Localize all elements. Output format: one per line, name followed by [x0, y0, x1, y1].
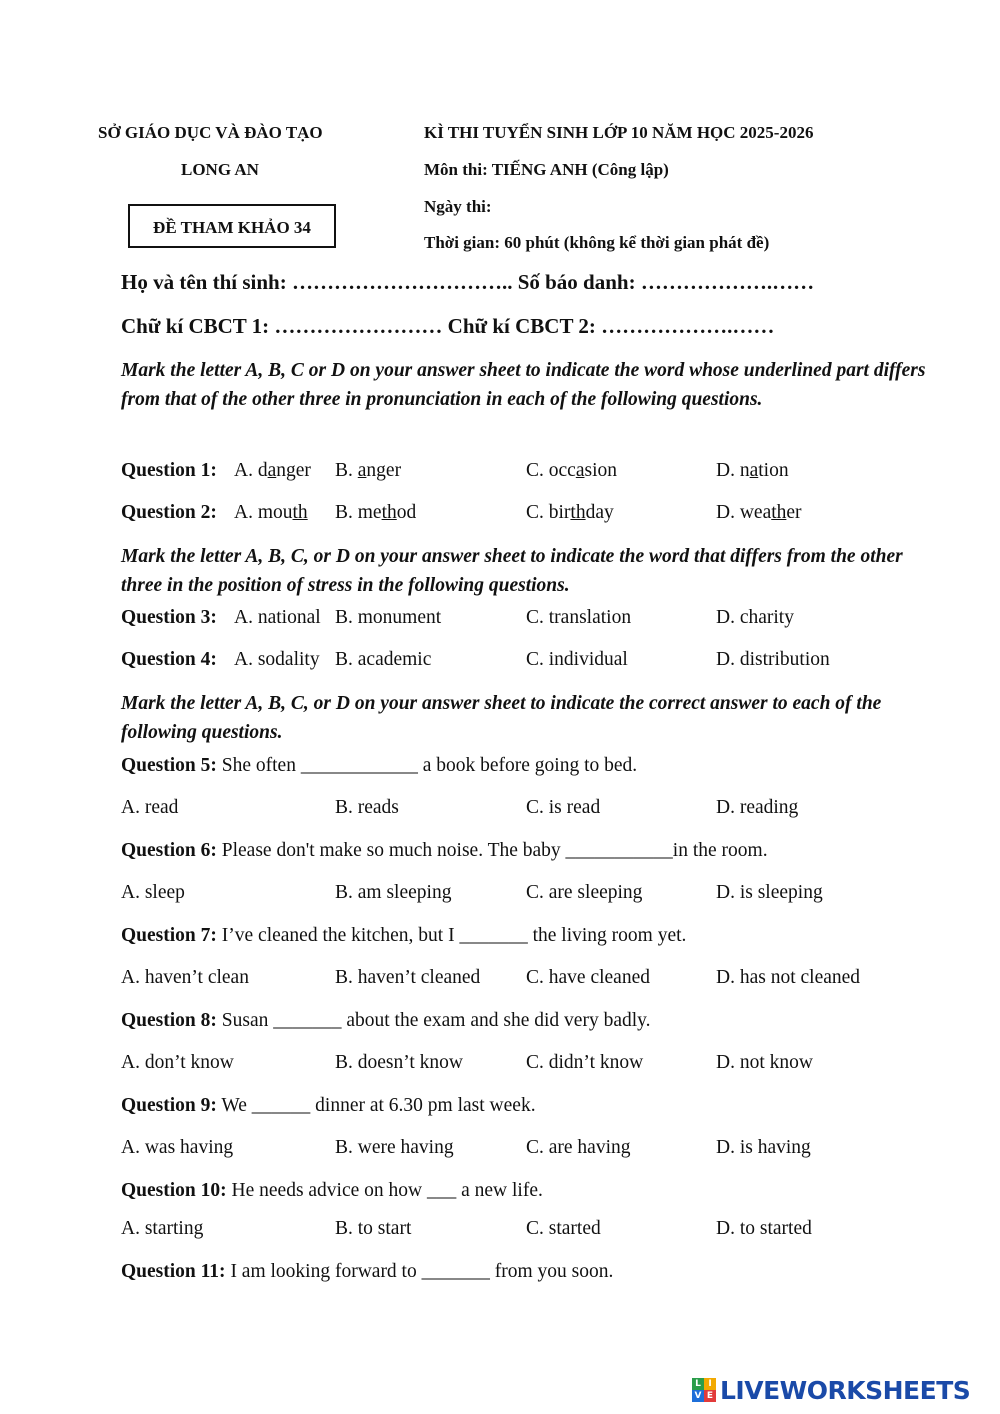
q7-option-a[interactable]: A. haven’t clean — [121, 967, 249, 988]
province-name: LONG AN — [181, 160, 259, 179]
q8-option-a[interactable]: A. don’t know — [121, 1052, 234, 1073]
q6-option-d[interactable]: D. is sleeping — [716, 882, 823, 903]
liveworksheets-grid-icon — [692, 1378, 716, 1402]
q5-option-b[interactable]: B. reads — [335, 797, 399, 818]
q2-option-a[interactable]: A. mouth — [234, 502, 308, 523]
q10-option-b[interactable]: B. to start — [335, 1218, 412, 1239]
q10-option-c[interactable]: C. started — [526, 1218, 601, 1239]
q3-option-b[interactable]: B. monument — [335, 607, 442, 628]
q4-option-a[interactable]: A. sodality — [234, 649, 320, 670]
question-7: Question 7: I’ve cleaned the kitchen, but I _______ the living room yet. — [121, 925, 687, 946]
q9-option-a[interactable]: A. was having — [121, 1137, 234, 1158]
logo-tile-i: I — [704, 1378, 716, 1390]
liveworksheets-logo[interactable] — [692, 1375, 970, 1405]
q8-option-b[interactable]: B. doesn’t know — [335, 1052, 464, 1073]
logo-tile-l: L — [692, 1378, 704, 1390]
exam-duration: Thời gian: 60 phút (không kể thời gian phát đề) — [424, 233, 770, 252]
q1-option-a[interactable]: A. danger — [234, 460, 311, 481]
logo-tile-v: V — [692, 1390, 704, 1402]
question-9: Question 9: We ______ dinner at 6.30 pm last week. — [121, 1095, 536, 1116]
q5-option-a[interactable]: A. read — [121, 797, 179, 818]
q4-option-b[interactable]: B. academic — [335, 649, 432, 670]
q6-option-b[interactable]: B. am sleeping — [335, 882, 452, 903]
q9-option-c[interactable]: C. are having — [526, 1137, 631, 1158]
q5-option-c[interactable]: C. is read — [526, 797, 601, 818]
exam-title: KÌ THI TUYỂN SINH LỚP 10 NĂM HỌC 2025-2026 — [424, 123, 814, 142]
liveworksheets-wordmark: LIVEWORKSHEETS — [720, 1375, 971, 1405]
q3-option-a[interactable]: A. national — [234, 607, 321, 628]
q7-option-d[interactable]: D. has not cleaned — [716, 967, 861, 988]
q2-option-b[interactable]: B. method — [335, 502, 417, 523]
question-10: Question 10: He needs advice on how ___ a new life. — [121, 1180, 543, 1201]
q7-option-b[interactable]: B. haven’t cleaned — [335, 967, 481, 988]
logo-tile-e: E — [704, 1390, 716, 1402]
question-1-label: Question 1: — [121, 460, 217, 481]
department-name: SỞ GIÁO DỤC VÀ ĐÀO TẠO — [98, 123, 323, 142]
q10-option-a[interactable]: A. starting — [121, 1218, 204, 1239]
proctor-signature-line: Chữ kí CBCT 1: …………………… Chữ kí CBCT 2: ……………….…… — [121, 314, 775, 338]
q8-option-c[interactable]: C. didn’t know — [526, 1052, 644, 1073]
q2-option-c[interactable]: C. birthday — [526, 502, 614, 523]
exam-date-label: Ngày thi: — [424, 197, 492, 216]
question-3-label: Question 3: — [121, 607, 217, 628]
q6-option-c[interactable]: C. are sleeping — [526, 882, 643, 903]
q9-option-d[interactable]: D. is having — [716, 1137, 811, 1158]
q3-option-c[interactable]: C. translation — [526, 607, 632, 628]
question-5: Question 5: She often ____________ a book before going to bed. — [121, 755, 638, 776]
exam-code-label: ĐỀ THAM KHẢO 34 — [153, 218, 311, 237]
q1-option-c[interactable]: C. occasion — [526, 460, 617, 481]
question-6: Question 6: Please don't make so much noise. The baby ___________in the room. — [121, 840, 768, 861]
instruction-pronunciation: Mark the letter A, B, C or D on your answer sheet to indicate the word whose underlined part differs from that of the other three in pronunciation in each of the following questions. — [121, 360, 926, 410]
q2-option-d[interactable]: D. weather — [716, 502, 802, 523]
question-4-label: Question 4: — [121, 649, 217, 670]
question-8: Question 8: Susan _______ about the exam and she did very badly. — [121, 1010, 651, 1031]
exam-subject: Môn thi: TIẾNG ANH (Công lập) — [424, 160, 669, 179]
q3-option-d[interactable]: D. charity — [716, 607, 794, 628]
q8-option-d[interactable]: D. not know — [716, 1052, 813, 1073]
q5-option-d[interactable]: D. reading — [716, 797, 799, 818]
instruction-stress: Mark the letter A, B, C, or D on your answer sheet to indicate the word that differs from the other three in the position of stress in the following questions. — [121, 546, 903, 596]
question-11: Question 11: I am looking forward to _______ from you soon. — [121, 1261, 614, 1282]
instruction-correct-answer: Mark the letter A, B, C, or D on your answer sheet to indicate the correct answer to each of the following questions. — [121, 693, 882, 743]
candidate-name-line: Họ và tên thí sinh: ………………………….. Số báo danh: ……………….…… — [121, 270, 815, 294]
q9-option-b[interactable]: B. were having — [335, 1137, 454, 1158]
q7-option-c[interactable]: C. have cleaned — [526, 967, 650, 988]
q1-option-d[interactable]: D. nation — [716, 460, 789, 481]
q1-option-b[interactable]: B. anger — [335, 460, 402, 481]
q10-option-d[interactable]: D. to started — [716, 1218, 812, 1239]
exam-code-box — [128, 204, 336, 248]
q4-option-c[interactable]: C. individual — [526, 649, 628, 670]
q4-option-d[interactable]: D. distribution — [716, 649, 830, 670]
question-2-label: Question 2: — [121, 502, 217, 523]
q6-option-a[interactable]: A. sleep — [121, 882, 185, 903]
